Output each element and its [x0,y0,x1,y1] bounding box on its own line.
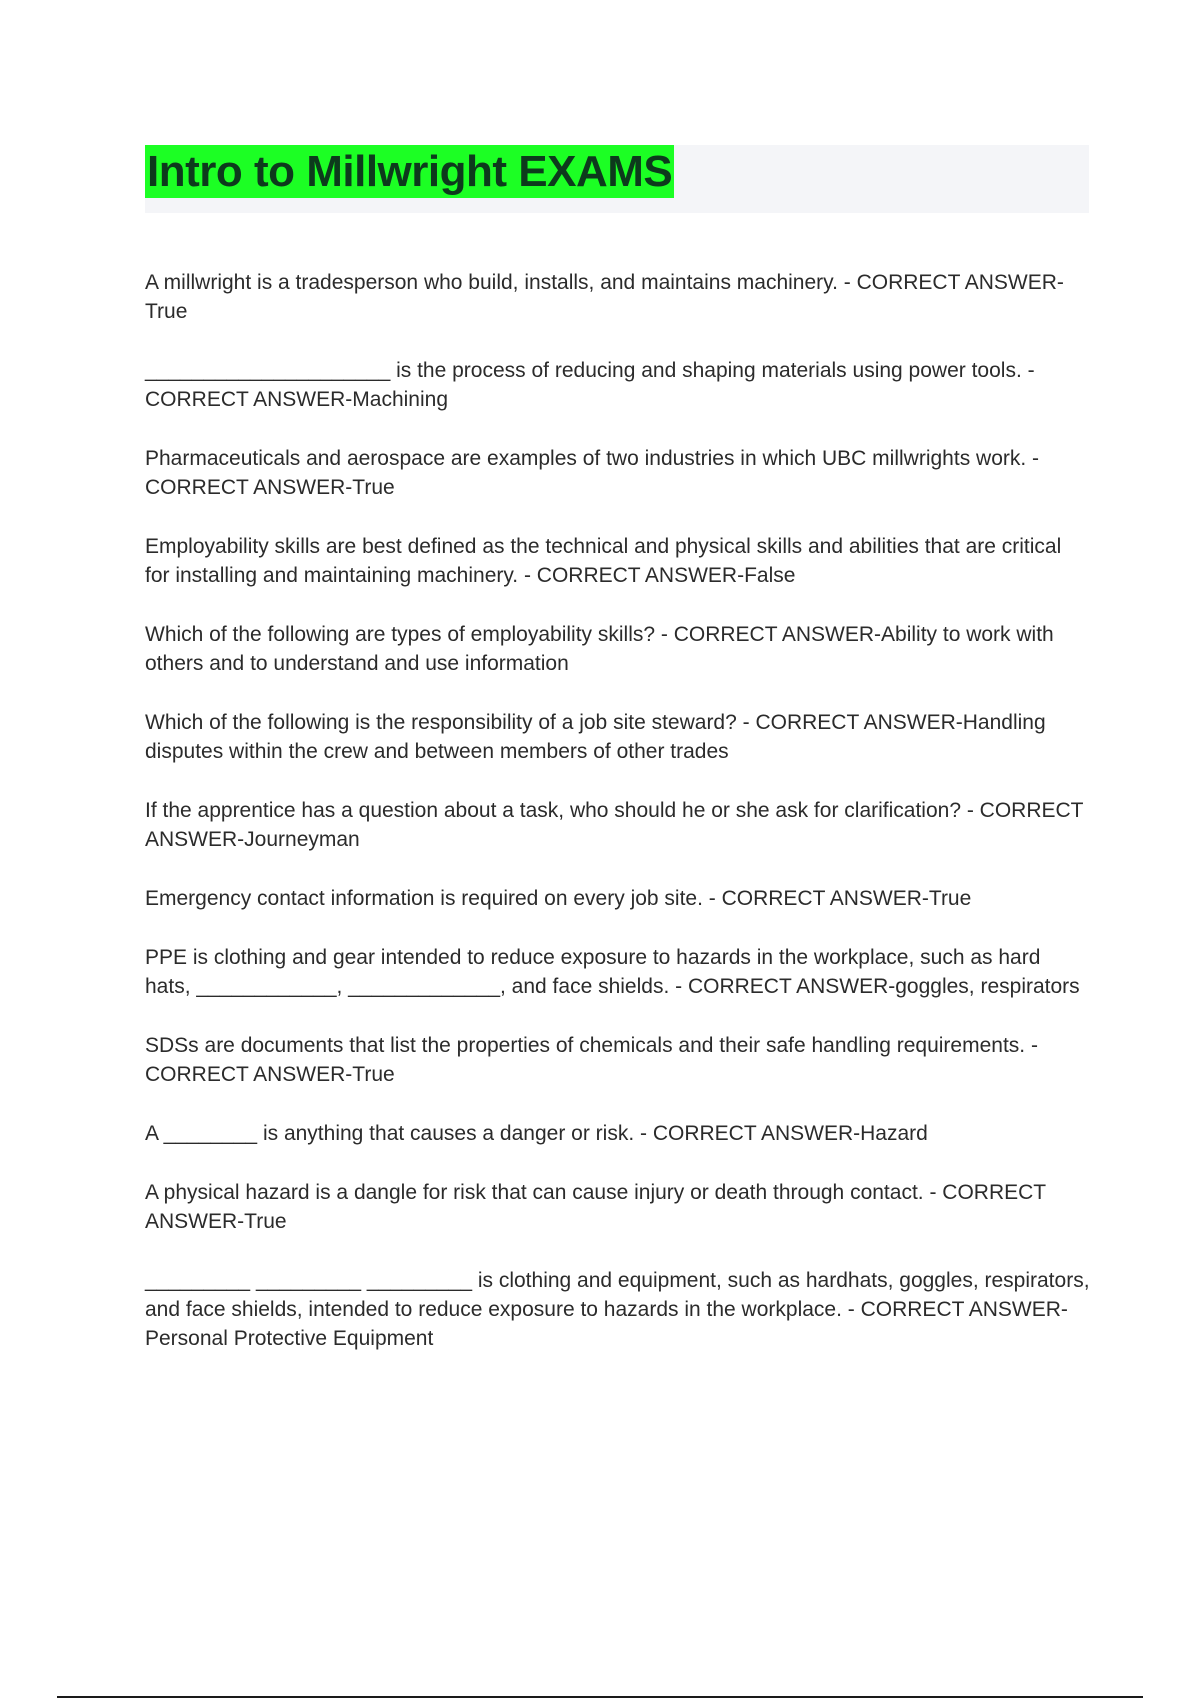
page-title: Intro to Millwright EXAMS [147,147,673,196]
footer-divider [57,1696,1143,1698]
question-item: Which of the following is the responsibility of a job site steward? - CORRECT ANSWER-Handling disputes within the crew and between members of other trades [145,711,1046,763]
question-item: PPE is clothing and gear intended to reduce exposure to hazards in the workplace, such as hard hats, ____________, _____________, and face shields. - CORRECT ANSWER-goggles, respirators [145,946,1080,998]
question-item: Emergency contact information is required on every job site. - CORRECT ANSWER-True [145,887,972,910]
question-item: If the apprentice has a question about a task, who should he or she ask for clarification? - CORRECT ANSWER-Journeyman [145,799,1084,851]
question-item: _____________________ is the process of reducing and shaping materials using power tools. - CORRECT ANSWER-Machining [145,359,1035,411]
question-list [145,268,1090,1383]
question-item: Employability skills are best defined as the technical and physical skills and abilities that are critical for installing and maintaining machinery. - CORRECT ANSWER-False [145,535,1062,587]
question-item: A millwright is a tradesperson who build, installs, and maintains machinery. - CORRECT ANSWER-True [145,271,1064,323]
question-item: _________ _________ _________ is clothing and equipment, such as hardhats, goggles, respirators, and face shields, intended to reduce exposure to hazards in the workplace. - CORRECT ANSWER-Personal Protective Equipment [145,1269,1090,1350]
question-item: Which of the following are types of employability skills? - CORRECT ANSWER-Ability to work with others and to understand and use information [145,623,1054,675]
question-item: Pharmaceuticals and aerospace are examples of two industries in which UBC millwrights work. - CORRECT ANSWER-True [145,447,1040,499]
question-item: SDSs are documents that list the properties of chemicals and their safe handling requirements. - CORRECT ANSWER-True [145,1034,1038,1086]
question-item: A ________ is anything that causes a danger or risk. - CORRECT ANSWER-Hazard [145,1122,928,1145]
question-item: A physical hazard is a dangle for risk that can cause injury or death through contact. - CORRECT ANSWER-True [145,1181,1046,1233]
